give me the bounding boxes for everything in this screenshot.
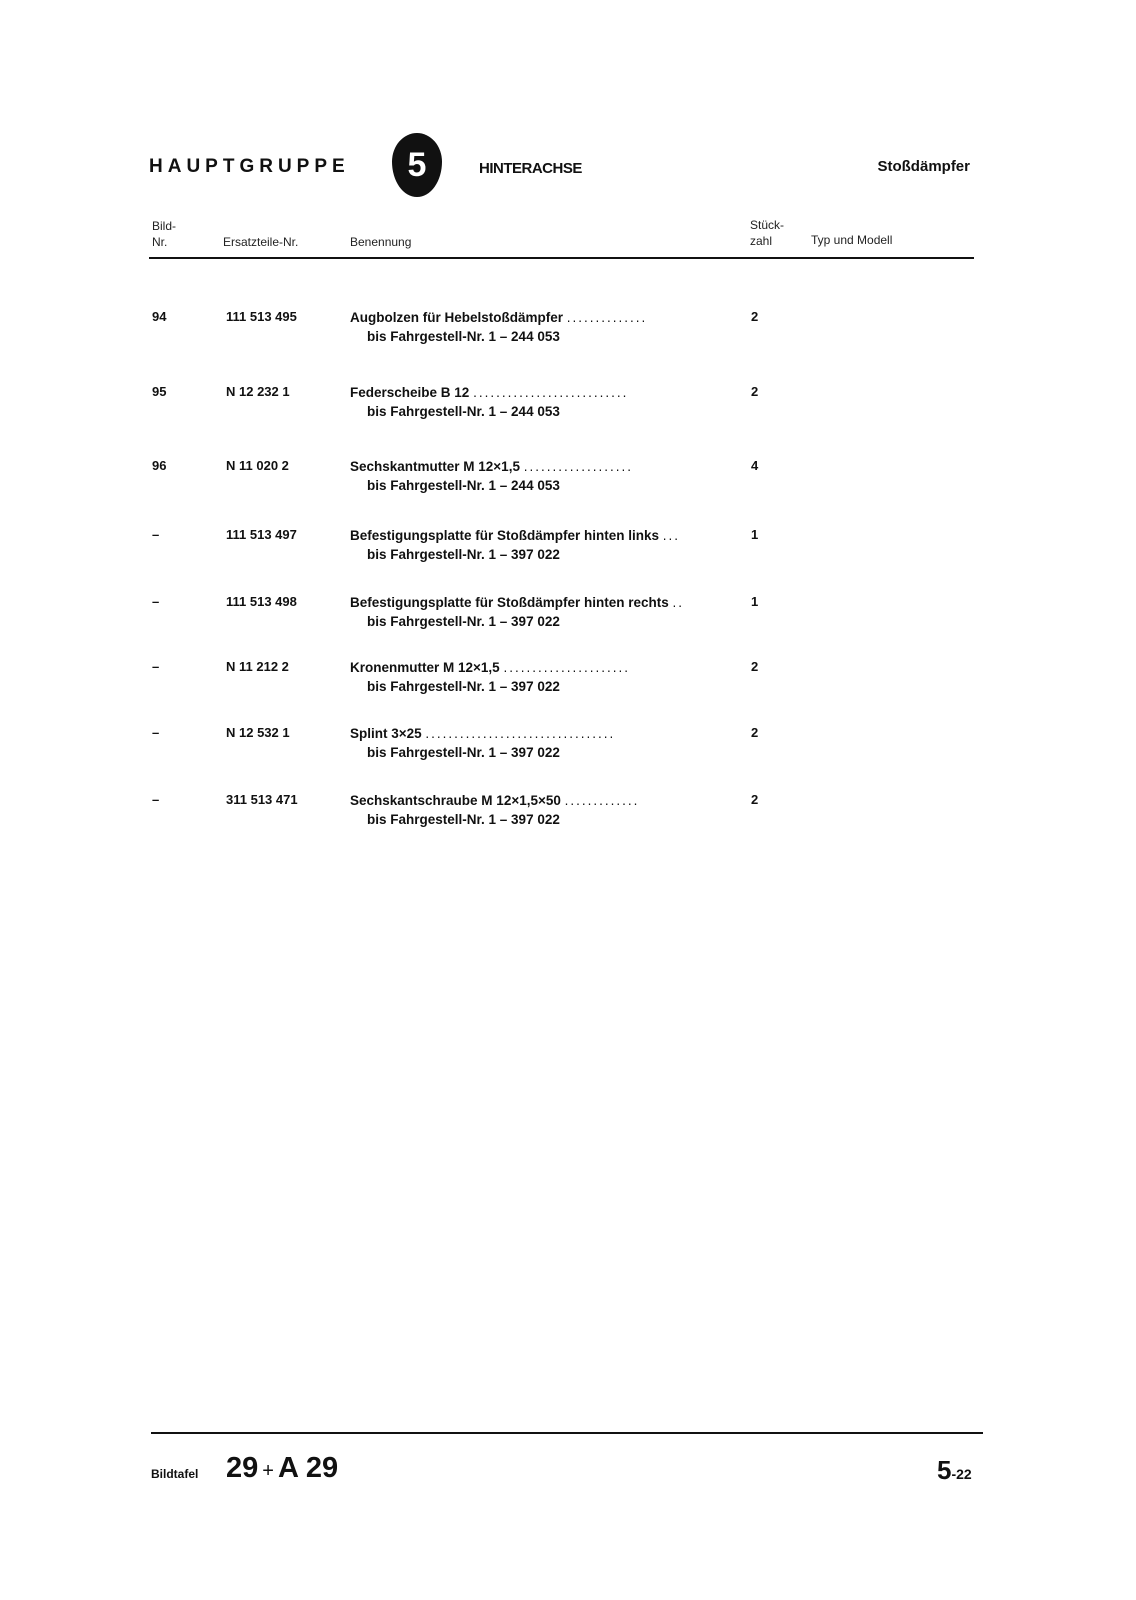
row-description [350, 658, 630, 696]
leader-dots: ................... [523, 459, 633, 474]
row-note: bis Fahrgestell-Nr. 1 – 244 053 [367, 478, 560, 493]
page-number-sub: -22 [951, 1466, 972, 1482]
row-qty: 1 [751, 594, 759, 609]
row-part-no: 111 513 498 [226, 594, 297, 609]
row-bild-nr: – [152, 527, 160, 542]
group-label: HAUPTGRUPPE [149, 156, 350, 177]
row-description [350, 308, 647, 346]
leader-dots: ... [662, 528, 681, 543]
row-desc-text: Splint 3×25 [350, 726, 422, 741]
row-desc-text: Augbolzen für Hebelstoßdämpfer [350, 310, 564, 325]
leader-dots: ............. [564, 793, 640, 808]
col-part-no: Ersatzteile-Nr. [223, 235, 299, 249]
leader-dots: .. [672, 595, 685, 610]
row-part-no: N 11 020 2 [226, 458, 289, 473]
row-qty: 2 [751, 384, 759, 399]
leader-dots: ................................. [425, 726, 616, 741]
row-note: bis Fahrgestell-Nr. 1 – 397 022 [367, 614, 560, 629]
page-number [937, 1455, 972, 1486]
plate-label: Bildtafel [151, 1467, 199, 1481]
col-bild-nr [152, 218, 176, 250]
row-bild-nr: 96 [152, 458, 167, 473]
row-part-no: N 12 232 1 [226, 384, 290, 399]
row-desc-text: Befestigungsplatte für Stoßdämpfer hinten rechts [350, 595, 669, 610]
row-note: bis Fahrgestell-Nr. 1 – 397 022 [367, 745, 560, 760]
row-qty: 1 [751, 527, 759, 542]
row-qty: 2 [751, 659, 759, 674]
plate-plus: + [262, 1460, 274, 1482]
col-bild-nr-line2: Nr. [152, 235, 168, 249]
row-bild-nr: 94 [152, 309, 167, 324]
footer-rule [151, 1432, 983, 1434]
row-note: bis Fahrgestell-Nr. 1 – 397 022 [367, 547, 560, 562]
row-part-no: N 11 212 2 [226, 659, 289, 674]
col-qty-line1: Stück- [750, 218, 785, 232]
row-description [350, 593, 684, 631]
row-description [350, 383, 628, 421]
row-bild-nr: – [152, 594, 160, 609]
leader-dots: .............. [566, 310, 648, 325]
col-qty-line2: zahl [750, 234, 773, 248]
row-desc-text: Sechskantschraube M 12×1,5×50 [350, 793, 561, 808]
row-desc-text: Sechskantmutter M 12×1,5 [350, 459, 520, 474]
row-note: bis Fahrgestell-Nr. 1 – 397 022 [367, 679, 560, 694]
row-description [350, 457, 633, 495]
col-bild-nr-line1: Bild- [152, 219, 177, 233]
plate-number [226, 1452, 338, 1485]
leader-dots: ...................... [503, 660, 630, 675]
subsection-title: Stoßdämpfer [877, 158, 970, 175]
group-number-badge: 5 [392, 133, 442, 197]
row-bild-nr: – [152, 659, 160, 674]
col-model: Typ und Modell [811, 233, 893, 247]
row-qty: 2 [751, 725, 759, 740]
row-bild-nr: – [152, 792, 160, 807]
row-desc-text: Kronenmutter M 12×1,5 [350, 660, 500, 675]
leader-dots: ........................... [473, 385, 629, 400]
section-title: HINTERACHSE [479, 160, 582, 177]
row-note: bis Fahrgestell-Nr. 1 – 244 053 [367, 329, 560, 344]
plate-number-a: 29 [226, 1452, 259, 1484]
page-number-main: 5 [937, 1455, 952, 1485]
row-part-no: N 12 532 1 [226, 725, 290, 740]
row-part-no: 111 513 497 [226, 527, 297, 542]
row-qty: 2 [751, 309, 759, 324]
row-note: bis Fahrgestell-Nr. 1 – 244 053 [367, 404, 560, 419]
row-description [350, 526, 680, 564]
row-desc-text: Befestigungsplatte für Stoßdämpfer hinten links [350, 528, 660, 543]
row-bild-nr: – [152, 725, 160, 740]
plate-number-b: A 29 [277, 1452, 339, 1484]
col-qty [750, 217, 784, 249]
row-desc-text: Federscheibe B 12 [350, 385, 470, 400]
row-description [350, 791, 639, 829]
row-part-no: 111 513 495 [226, 309, 297, 324]
row-part-no: 311 513 471 [226, 792, 298, 807]
row-qty: 4 [751, 458, 759, 473]
col-description: Benennung [350, 235, 412, 249]
row-bild-nr: 95 [152, 384, 167, 399]
row-qty: 2 [751, 792, 759, 807]
row-description [350, 724, 615, 762]
row-note: bis Fahrgestell-Nr. 1 – 397 022 [367, 812, 560, 827]
header-rule [149, 257, 974, 259]
